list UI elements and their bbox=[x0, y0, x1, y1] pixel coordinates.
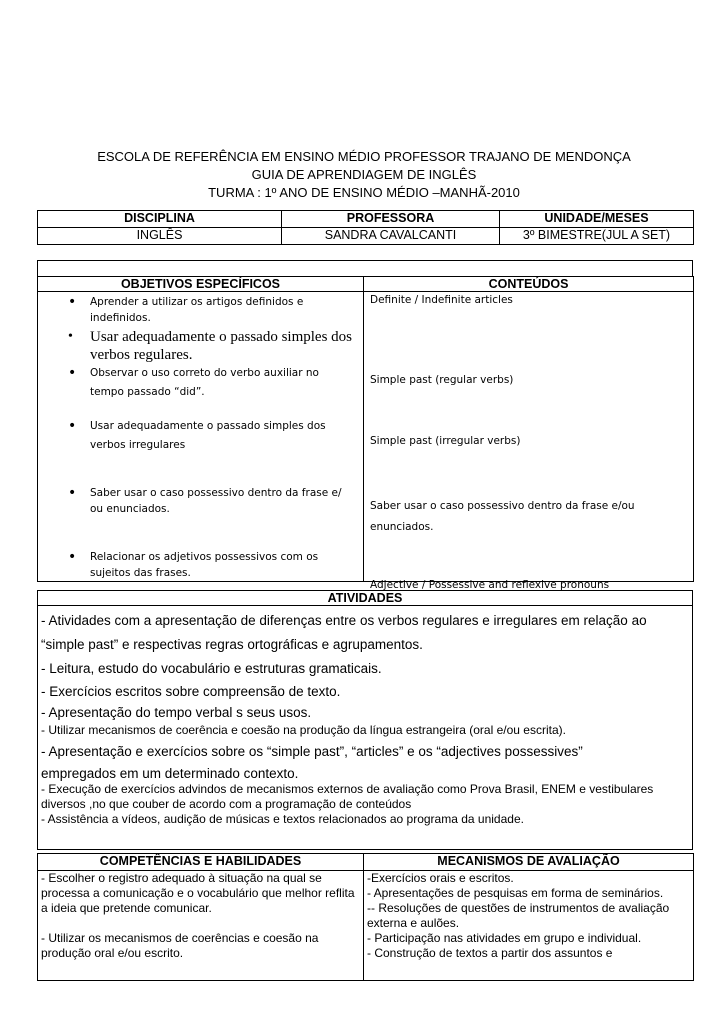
professora-value: SANDRA CAVALCANTI bbox=[282, 228, 500, 245]
school-name: ESCOLA DE REFERÊNCIA EM ENSINO MÉDIO PROFESSOR TRAJANO DE MENDONÇA bbox=[97, 149, 631, 164]
objetivo-item: • Observar o uso correto do verbo auxiliar no tempo passado “did”. bbox=[90, 364, 340, 402]
objetivo-item: • Saber usar o caso possessivo dentro da frase e/ ou enunciados. bbox=[90, 485, 355, 517]
atividade-item: empregados em um determinado contexto. bbox=[41, 766, 299, 781]
spacer-cell bbox=[38, 261, 693, 277]
mecanismo-item: - Construção de textos a partir dos assuntos e bbox=[367, 946, 613, 960]
atividades-table bbox=[37, 590, 693, 850]
mecanismo-item: - Apresentações de pesquisas em forma de seminários. bbox=[367, 886, 664, 900]
conteudos-header: CONTEÚDOS bbox=[364, 277, 694, 292]
professora-label: PROFESSORA bbox=[282, 211, 500, 228]
info-table bbox=[37, 210, 694, 245]
unidade-value: 3º BIMESTRE(JUL A SET) bbox=[500, 228, 694, 245]
disciplina-value: INGLÊS bbox=[38, 228, 282, 245]
atividade-item: - Atividades com a apresentação de diferenças entre os verbos regulares e irregulares em relação ao “simple past” e respectivas regras ortográficas e agrupamentos. bbox=[41, 613, 647, 652]
atividade-item: - Leitura, estudo do vocabulário e estruturas gramaticais. bbox=[41, 661, 382, 676]
atividade-item: - Utilizar mecanismos de coerência e coesão na produção da língua estrangeira (oral e/ou escrita). bbox=[41, 723, 566, 737]
spacer-table bbox=[37, 260, 693, 277]
competencia-item: - Escolher o registro adequado à situação na qual se processa a comunicação e o vocabulário que melhor reflita a ideia que pretende comunicar. bbox=[41, 871, 355, 915]
atividade-item: - Execução de exercícios advindos de mecanismos externos de avaliação como Prova Brasil, ENEM e vestibulares diversos ,no que couber de acordo com a programação de conteúdos bbox=[41, 782, 654, 811]
mecanismos-cell bbox=[364, 871, 694, 981]
atividade-item: - Exercícios escritos sobre compreensão de texto. bbox=[41, 684, 341, 699]
unidade-label: UNIDADE/MESES bbox=[500, 211, 694, 228]
objetivos-cell bbox=[38, 292, 364, 582]
atividades-cell bbox=[38, 606, 693, 850]
disciplina-label: DISCIPLINA bbox=[38, 211, 282, 228]
mecanismo-item: -- Resoluções de questões de instrumentos de avaliação externa e aulões. bbox=[367, 901, 670, 930]
conteudo-item: Adjective / Possessive and reflexive pronouns bbox=[370, 579, 610, 591]
objetivos-header: OBJETIVOS ESPECÍFICOS bbox=[38, 277, 364, 292]
guide-title: GUIA DE APRENDIAGEM DE INGLÊS bbox=[251, 167, 477, 182]
mecanismo-item: -Exercícios orais e escritos. bbox=[367, 871, 514, 885]
conteudo-item: Definite / Indefinite articles bbox=[370, 294, 513, 306]
mecanismos-header: MECANISMOS DE AVALIAÇÃO bbox=[364, 854, 694, 871]
competencias-table bbox=[37, 853, 694, 981]
objetivos-table bbox=[37, 276, 694, 591]
objetivo-item: • Usar adequadamente o passado simples dos verbos irregulares bbox=[90, 417, 340, 455]
conteudo-item: Simple past (regular verbs) bbox=[370, 374, 514, 386]
competencias-cell bbox=[38, 871, 364, 981]
atividade-item: - Assistência a vídeos, audição de músicas e textos relacionados ao programa da unidade. bbox=[41, 812, 524, 826]
competencias-header: COMPETÊNCIAS E HABILIDADES bbox=[38, 854, 364, 871]
conteudo-item: Saber usar o caso possessivo dentro da frase e/ou enunciados. bbox=[370, 500, 635, 533]
atividade-item: - Apresentação e exercícios sobre os “simple past”, “articles” e os “adjectives possessives” bbox=[41, 744, 583, 759]
objetivo-item: • Relacionar os adjetivos possessivos com os sujeitos das frases. bbox=[90, 549, 340, 581]
class-info: TURMA : 1º ANO DE ENSINO MÉDIO –MANHÃ-2010 bbox=[208, 185, 520, 200]
objetivo-item: • Usar adequadamente o passado simples dos verbos regulares. bbox=[90, 328, 360, 364]
atividade-item: - Apresentação do tempo verbal s seus usos. bbox=[41, 705, 312, 720]
competencia-item: - Utilizar os mecanismos de coerências e coesão na produção oral e/ou escrito. bbox=[41, 931, 319, 960]
conteudos-cell bbox=[364, 292, 694, 591]
atividades-header: ATIVIDADES bbox=[38, 591, 693, 606]
conteudo-item: Simple past (irregular verbs) bbox=[370, 435, 521, 447]
mecanismo-item: - Participação nas atividades em grupo e individual. bbox=[367, 931, 642, 945]
objetivo-item: • Aprender a utilizar os artigos definidos e indefinidos. bbox=[90, 294, 340, 326]
